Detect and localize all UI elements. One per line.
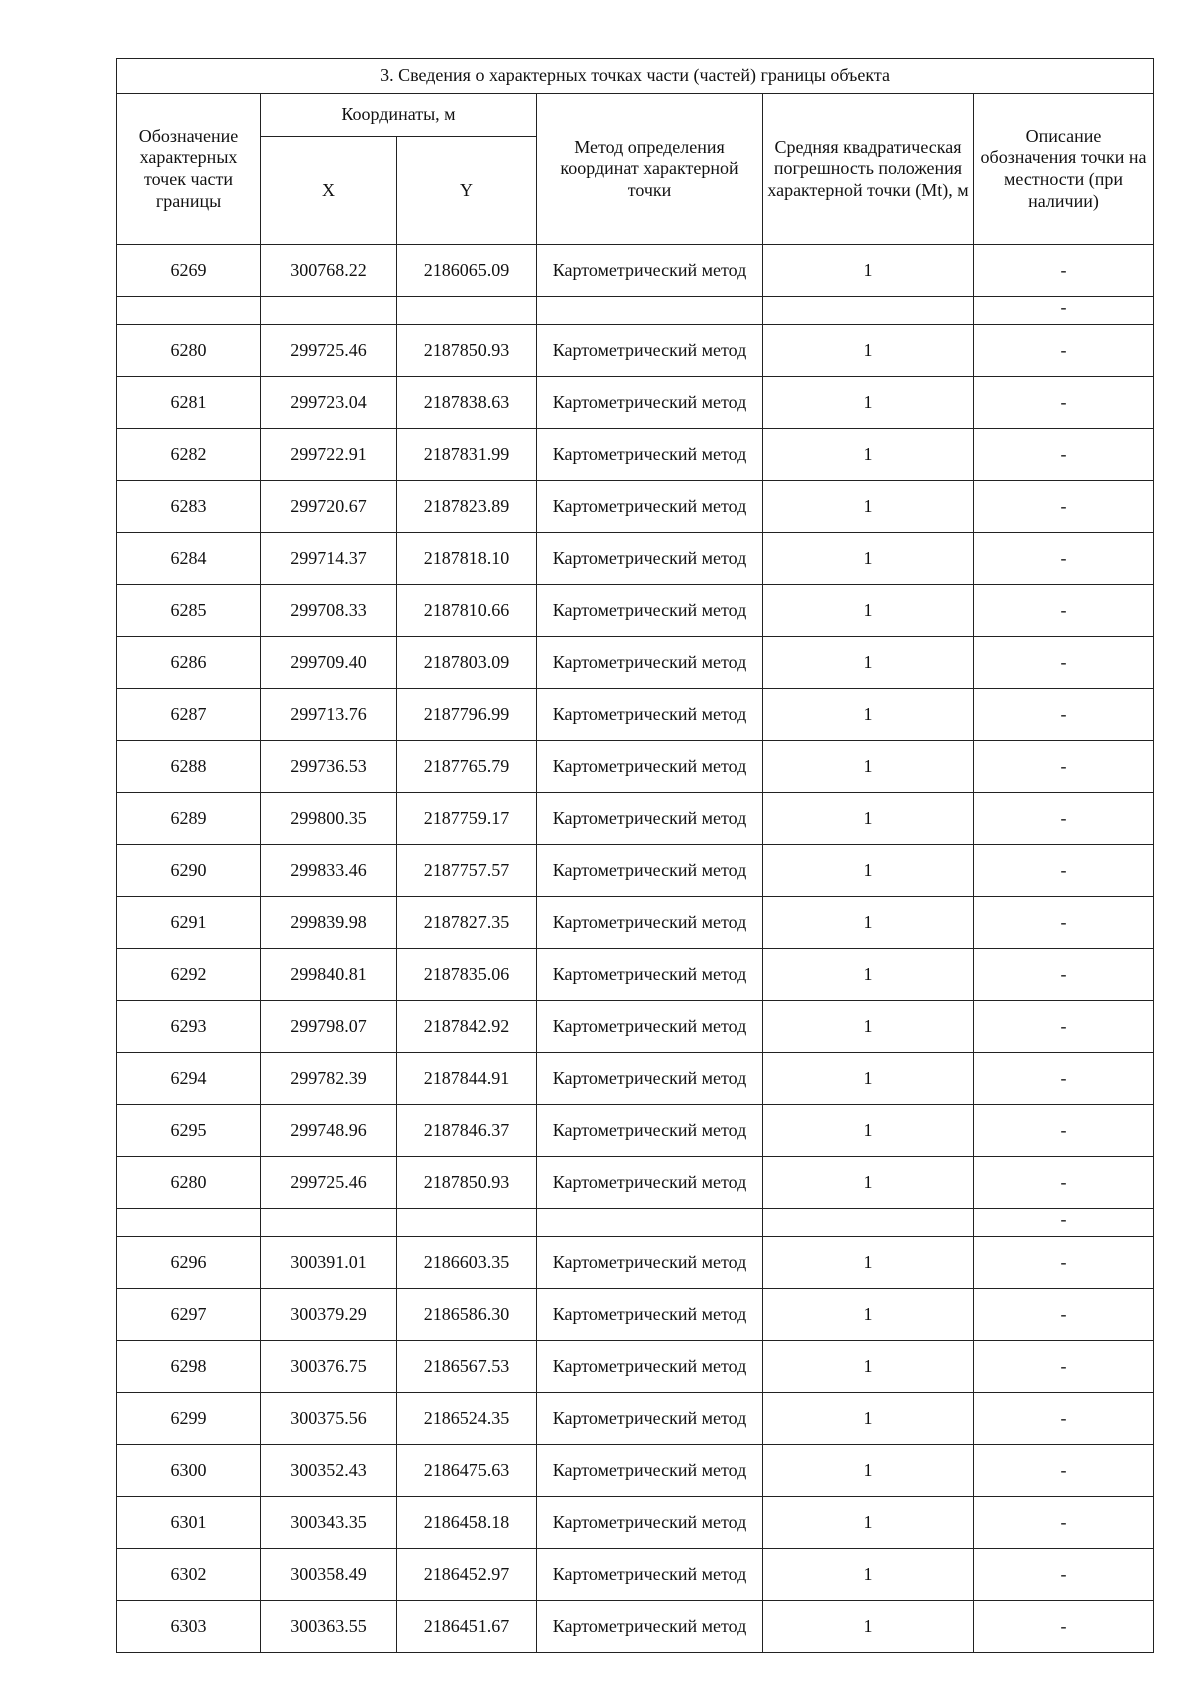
cell-error: 1 bbox=[763, 1497, 974, 1549]
cell-x: 299714.37 bbox=[261, 533, 397, 585]
separator-row bbox=[117, 297, 1154, 325]
cell-method: Картометрический метод bbox=[537, 949, 763, 1001]
cell-description: - bbox=[974, 1209, 1154, 1237]
cell-description: - bbox=[974, 245, 1154, 297]
cell-error bbox=[763, 1209, 974, 1237]
table-row bbox=[117, 1001, 1154, 1053]
header-error: Средняя квадратическая погрешность положения характерной точки (Mt), м bbox=[763, 94, 974, 245]
cell-error: 1 bbox=[763, 1393, 974, 1445]
cell-x bbox=[261, 1209, 397, 1237]
cell-method: Картометрический метод bbox=[537, 1237, 763, 1289]
cell-x: 300391.01 bbox=[261, 1237, 397, 1289]
cell-description: - bbox=[974, 689, 1154, 741]
cell-method: Картометрический метод bbox=[537, 689, 763, 741]
table-row bbox=[117, 1157, 1154, 1209]
table-row bbox=[117, 1053, 1154, 1105]
table-row bbox=[117, 1445, 1154, 1497]
cell-y: 2187823.89 bbox=[397, 481, 537, 533]
cell-description: - bbox=[974, 481, 1154, 533]
cell-description: - bbox=[974, 1393, 1154, 1445]
cell-y: 2187796.99 bbox=[397, 689, 537, 741]
cell-y: 2187850.93 bbox=[397, 1157, 537, 1209]
cell-method: Картометрический метод bbox=[537, 1393, 763, 1445]
cell-description: - bbox=[974, 1001, 1154, 1053]
cell-error: 1 bbox=[763, 741, 974, 793]
cell-point: 6294 bbox=[117, 1053, 261, 1105]
cell-point: 6299 bbox=[117, 1393, 261, 1445]
header-description: Описание обозначения точки на местности (при наличии) bbox=[974, 94, 1154, 245]
cell-error: 1 bbox=[763, 481, 974, 533]
cell-description: - bbox=[974, 1549, 1154, 1601]
cell-point: 6280 bbox=[117, 325, 261, 377]
cell-error: 1 bbox=[763, 245, 974, 297]
table-row bbox=[117, 793, 1154, 845]
cell-y: 2187835.06 bbox=[397, 949, 537, 1001]
cell-error: 1 bbox=[763, 533, 974, 585]
cell-point: 6302 bbox=[117, 1549, 261, 1601]
header-method: Метод определения координат характерной точки bbox=[537, 94, 763, 245]
cell-point: 6287 bbox=[117, 689, 261, 741]
header-x: X bbox=[261, 137, 397, 245]
cell-point: 6298 bbox=[117, 1341, 261, 1393]
table-row bbox=[117, 1289, 1154, 1341]
cell-x: 300363.55 bbox=[261, 1601, 397, 1653]
cell-method: Картометрический метод bbox=[537, 245, 763, 297]
cell-description: - bbox=[974, 377, 1154, 429]
cell-description: - bbox=[974, 429, 1154, 481]
cell-error: 1 bbox=[763, 429, 974, 481]
cell-method: Картометрический метод bbox=[537, 1341, 763, 1393]
cell-error: 1 bbox=[763, 1549, 974, 1601]
cell-description: - bbox=[974, 1289, 1154, 1341]
cell-y: 2187844.91 bbox=[397, 1053, 537, 1105]
cell-error: 1 bbox=[763, 377, 974, 429]
cell-point: 6297 bbox=[117, 1289, 261, 1341]
cell-x: 299709.40 bbox=[261, 637, 397, 689]
cell-y: 2186451.67 bbox=[397, 1601, 537, 1653]
cell-point: 6300 bbox=[117, 1445, 261, 1497]
cell-point: 6284 bbox=[117, 533, 261, 585]
cell-description: - bbox=[974, 1105, 1154, 1157]
table-row bbox=[117, 1497, 1154, 1549]
cell-x: 299798.07 bbox=[261, 1001, 397, 1053]
table-row bbox=[117, 689, 1154, 741]
cell-description: - bbox=[974, 1237, 1154, 1289]
cell-point: 6293 bbox=[117, 1001, 261, 1053]
cell-x: 299736.53 bbox=[261, 741, 397, 793]
cell-error bbox=[763, 297, 974, 325]
cell-error: 1 bbox=[763, 1445, 974, 1497]
cell-method: Картометрический метод bbox=[537, 1601, 763, 1653]
cell-method: Картометрический метод bbox=[537, 1497, 763, 1549]
cell-x: 300375.56 bbox=[261, 1393, 397, 1445]
table-row bbox=[117, 377, 1154, 429]
cell-description: - bbox=[974, 637, 1154, 689]
cell-error: 1 bbox=[763, 1237, 974, 1289]
cell-x: 299708.33 bbox=[261, 585, 397, 637]
cell-description: - bbox=[974, 533, 1154, 585]
cell-y: 2187850.93 bbox=[397, 325, 537, 377]
cell-x bbox=[261, 297, 397, 325]
cell-method: Картометрический метод bbox=[537, 377, 763, 429]
cell-method: Картометрический метод bbox=[537, 325, 763, 377]
cell-x: 299839.98 bbox=[261, 897, 397, 949]
cell-method: Картометрический метод bbox=[537, 897, 763, 949]
cell-method: Картометрический метод bbox=[537, 1001, 763, 1053]
cell-x: 299713.76 bbox=[261, 689, 397, 741]
table-row bbox=[117, 637, 1154, 689]
table-row bbox=[117, 1237, 1154, 1289]
cell-method: Картометрический метод bbox=[537, 1289, 763, 1341]
cell-point: 6269 bbox=[117, 245, 261, 297]
table-row bbox=[117, 1549, 1154, 1601]
cell-y: 2187846.37 bbox=[397, 1105, 537, 1157]
cell-point: 6290 bbox=[117, 845, 261, 897]
cell-y: 2186567.53 bbox=[397, 1341, 537, 1393]
cell-y: 2187831.99 bbox=[397, 429, 537, 481]
table-row bbox=[117, 949, 1154, 1001]
cell-method: Картометрический метод bbox=[537, 741, 763, 793]
cell-point: 6285 bbox=[117, 585, 261, 637]
cell-description: - bbox=[974, 297, 1154, 325]
cell-error: 1 bbox=[763, 1289, 974, 1341]
cell-x: 299748.96 bbox=[261, 1105, 397, 1157]
cell-description: - bbox=[974, 1601, 1154, 1653]
cell-point: 6296 bbox=[117, 1237, 261, 1289]
cell-x: 299725.46 bbox=[261, 1157, 397, 1209]
cell-point: 6282 bbox=[117, 429, 261, 481]
cell-x: 299782.39 bbox=[261, 1053, 397, 1105]
cell-method bbox=[537, 1209, 763, 1237]
cell-error: 1 bbox=[763, 949, 974, 1001]
cell-error: 1 bbox=[763, 325, 974, 377]
separator-row bbox=[117, 1209, 1154, 1237]
cell-y: 2187765.79 bbox=[397, 741, 537, 793]
cell-point: 6283 bbox=[117, 481, 261, 533]
table-row bbox=[117, 1105, 1154, 1157]
cell-x: 300343.35 bbox=[261, 1497, 397, 1549]
cell-description: - bbox=[974, 897, 1154, 949]
cell-x: 300768.22 bbox=[261, 245, 397, 297]
cell-y: 2187842.92 bbox=[397, 1001, 537, 1053]
table-row bbox=[117, 845, 1154, 897]
cell-y: 2187838.63 bbox=[397, 377, 537, 429]
cell-point: 6301 bbox=[117, 1497, 261, 1549]
boundary-points-table bbox=[116, 58, 1154, 1653]
cell-method: Картометрический метод bbox=[537, 1053, 763, 1105]
cell-error: 1 bbox=[763, 897, 974, 949]
cell-error: 1 bbox=[763, 793, 974, 845]
cell-description: - bbox=[974, 1053, 1154, 1105]
cell-point: 6280 bbox=[117, 1157, 261, 1209]
cell-method: Картометрический метод bbox=[537, 1445, 763, 1497]
cell-method: Картометрический метод bbox=[537, 845, 763, 897]
table-row bbox=[117, 1601, 1154, 1653]
cell-x: 299723.04 bbox=[261, 377, 397, 429]
cell-x: 299833.46 bbox=[261, 845, 397, 897]
cell-method: Картометрический метод bbox=[537, 637, 763, 689]
cell-y: 2186524.35 bbox=[397, 1393, 537, 1445]
cell-error: 1 bbox=[763, 1157, 974, 1209]
cell-description: - bbox=[974, 1341, 1154, 1393]
cell-error: 1 bbox=[763, 1341, 974, 1393]
cell-point: 6291 bbox=[117, 897, 261, 949]
cell-x: 300379.29 bbox=[261, 1289, 397, 1341]
cell-description: - bbox=[974, 585, 1154, 637]
cell-point: 6286 bbox=[117, 637, 261, 689]
table-row bbox=[117, 533, 1154, 585]
header-coords: Координаты, м bbox=[261, 94, 537, 137]
header-point: Обозначение характерных точек части границы bbox=[117, 94, 261, 245]
cell-y: 2187818.10 bbox=[397, 533, 537, 585]
cell-method bbox=[537, 297, 763, 325]
cell-x: 299725.46 bbox=[261, 325, 397, 377]
cell-y: 2187803.09 bbox=[397, 637, 537, 689]
table-row bbox=[117, 897, 1154, 949]
cell-method: Картометрический метод bbox=[537, 1105, 763, 1157]
cell-method: Картометрический метод bbox=[537, 533, 763, 585]
cell-y: 2186065.09 bbox=[397, 245, 537, 297]
cell-point bbox=[117, 297, 261, 325]
cell-error: 1 bbox=[763, 1053, 974, 1105]
cell-y: 2187757.57 bbox=[397, 845, 537, 897]
table-row bbox=[117, 429, 1154, 481]
header-y: Y bbox=[397, 137, 537, 245]
cell-method: Картометрический метод bbox=[537, 429, 763, 481]
cell-description: - bbox=[974, 1445, 1154, 1497]
cell-error: 1 bbox=[763, 1601, 974, 1653]
cell-y: 2186452.97 bbox=[397, 1549, 537, 1601]
cell-description: - bbox=[974, 325, 1154, 377]
cell-y: 2186603.35 bbox=[397, 1237, 537, 1289]
cell-point: 6292 bbox=[117, 949, 261, 1001]
cell-y: 2187759.17 bbox=[397, 793, 537, 845]
cell-x: 299800.35 bbox=[261, 793, 397, 845]
table-row bbox=[117, 1393, 1154, 1445]
cell-error: 1 bbox=[763, 845, 974, 897]
cell-y: 2187827.35 bbox=[397, 897, 537, 949]
cell-y: 2186458.18 bbox=[397, 1497, 537, 1549]
table-row bbox=[117, 585, 1154, 637]
cell-y: 2186586.30 bbox=[397, 1289, 537, 1341]
cell-x: 299722.91 bbox=[261, 429, 397, 481]
cell-error: 1 bbox=[763, 689, 974, 741]
cell-x: 299840.81 bbox=[261, 949, 397, 1001]
cell-description: - bbox=[974, 793, 1154, 845]
cell-point: 6288 bbox=[117, 741, 261, 793]
cell-point: 6295 bbox=[117, 1105, 261, 1157]
cell-x: 299720.67 bbox=[261, 481, 397, 533]
cell-method: Картометрический метод bbox=[537, 793, 763, 845]
cell-y bbox=[397, 1209, 537, 1237]
table-row bbox=[117, 741, 1154, 793]
cell-description: - bbox=[974, 949, 1154, 1001]
cell-y: 2187810.66 bbox=[397, 585, 537, 637]
cell-description: - bbox=[974, 1497, 1154, 1549]
cell-description: - bbox=[974, 741, 1154, 793]
cell-error: 1 bbox=[763, 585, 974, 637]
cell-y bbox=[397, 297, 537, 325]
cell-point: 6289 bbox=[117, 793, 261, 845]
cell-x: 300352.43 bbox=[261, 1445, 397, 1497]
table-row bbox=[117, 1341, 1154, 1393]
cell-method: Картометрический метод bbox=[537, 1549, 763, 1601]
cell-description: - bbox=[974, 845, 1154, 897]
cell-error: 1 bbox=[763, 1105, 974, 1157]
cell-point: 6281 bbox=[117, 377, 261, 429]
table-row bbox=[117, 245, 1154, 297]
cell-x: 300376.75 bbox=[261, 1341, 397, 1393]
cell-method: Картометрический метод bbox=[537, 585, 763, 637]
table-row bbox=[117, 481, 1154, 533]
cell-method: Картометрический метод bbox=[537, 1157, 763, 1209]
cell-point: 6303 bbox=[117, 1601, 261, 1653]
cell-x: 300358.49 bbox=[261, 1549, 397, 1601]
cell-description: - bbox=[974, 1157, 1154, 1209]
cell-error: 1 bbox=[763, 637, 974, 689]
table-caption: 3. Сведения о характерных точках части (частей) границы объекта bbox=[117, 59, 1154, 94]
cell-point bbox=[117, 1209, 261, 1237]
cell-method: Картометрический метод bbox=[537, 481, 763, 533]
cell-y: 2186475.63 bbox=[397, 1445, 537, 1497]
cell-error: 1 bbox=[763, 1001, 974, 1053]
table-row bbox=[117, 325, 1154, 377]
